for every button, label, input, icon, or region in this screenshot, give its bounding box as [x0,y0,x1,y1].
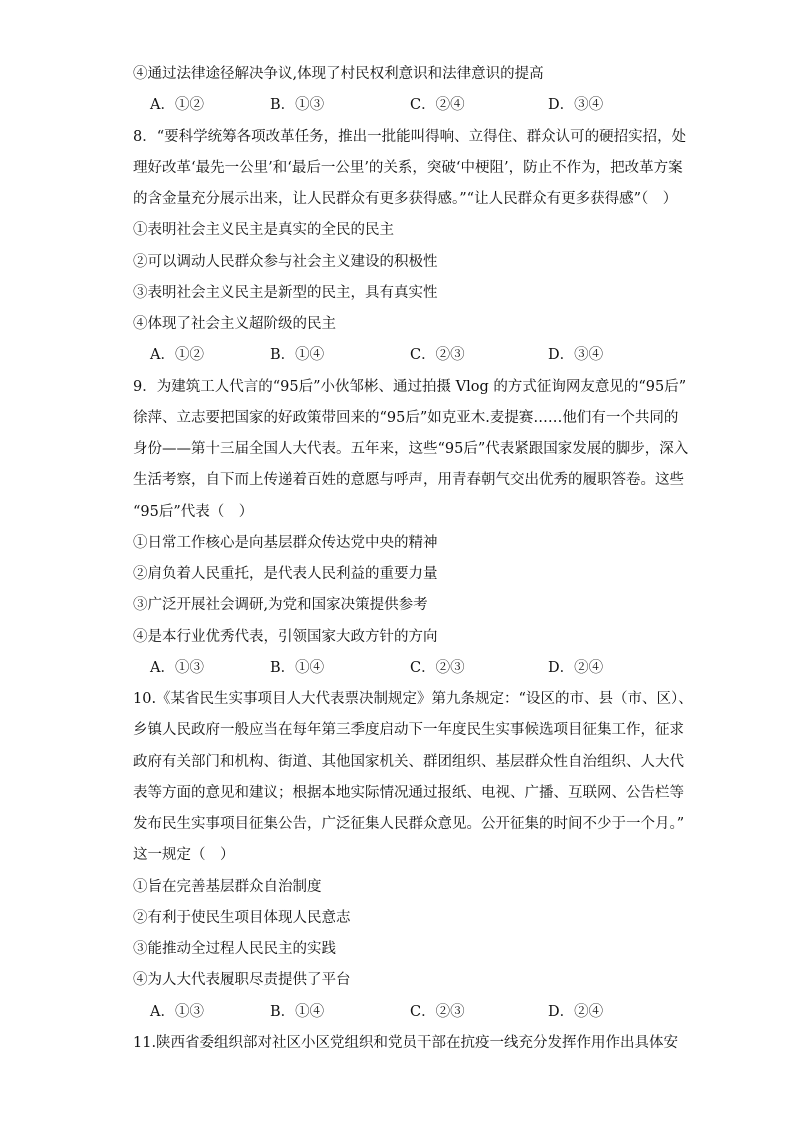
text-line: 身份——第十三届全国人大代表。五年来，这些“95后”代表紧跟国家发展的脚步，深入 [133,441,689,457]
text-line: ③表明社会主义民主是新型的民主，具有真实性 [133,285,438,301]
text-line: 11.陕西省委组织部对社区小区党组织和党员干部在抗疫一线充分发挥作用作出具体安 [133,1035,679,1051]
text-line: 8．“要科学统筹各项改革任务，推出一批能叫得响、立得住、群众认可的硬招实招，处 [133,129,687,145]
answer-option: B．①③ [270,97,325,113]
text-line: 这一规定（ ） [133,847,235,863]
text-line: ④体现了社会主义超阶级的民主 [133,316,336,332]
answer-option: C．②③ [410,347,465,363]
answer-option: C．②④ [410,97,465,113]
text-line: ③广泛开展社会调研,为党和国家决策提供参考 [133,597,428,613]
answer-option: A．①③ [150,660,204,676]
text-line: 乡镇人民政府一般应当在每年第三季度启动下一年度民生实事候选项目征集工作，征求 [133,722,684,738]
text-line: ①旨在完善基层群众自治制度 [133,879,322,895]
text-line: ④是本行业优秀代表，引领国家大政方针的方向 [133,629,438,645]
text-line: ②可以调动人民群众参与社会主义建设的积极性 [133,254,438,270]
text-line: 9．为建筑工人代言的“95后”小伙邹彬、通过拍摄 Vlog 的方式征询网友意见的“95后” [133,379,687,395]
text-line: ②肩负着人民重托，是代表人民利益的重要力量 [133,566,438,582]
text-line: “95后”代表（ ） [133,504,254,520]
answer-option: D．③④ [548,347,604,363]
text-line: 生活考察，自下而上传递着百姓的意愿与呼声，用青春朝气交出优秀的履职答卷。这些 [133,472,684,488]
text-line: ④为人大代表履职尽责提供了平台 [133,972,351,988]
text-line: ①表明社会主义民主是真实的全民的民主 [133,222,394,238]
text-line: ①日常工作核心是向基层群众传达党中央的精神 [133,535,438,551]
answer-option: C．②③ [410,660,465,676]
text-line: 政府有关部门和机构、街道、其他国家机关、群团组织、基层群众性自治组织、人大代 [133,754,684,770]
answer-option: B．①④ [270,1004,325,1020]
answer-option: D．③④ [548,97,604,113]
text-line: 10.《某省民生实事项目人大代表票决制规定》第九条规定：“设区的市、县（市、区）、 [133,691,693,707]
answer-option: A．①② [150,347,204,363]
text-line: ④通过法律途径解决争议,体现了村民权利意识和法律意识的提高 [133,66,544,82]
answer-option: B．①④ [270,347,325,363]
text-line: 表等方面的意见和建议；根据本地实际情况通过报纸、电视、广播、互联网、公告栏等 [133,785,684,801]
answer-option: A．①② [150,97,204,113]
text-line: 理好改革‘最先一公里’和‘最后一公里’的关系，突破‘中梗阻’，防止不作为，把改革方案 [133,160,683,176]
answer-option: D．②④ [548,660,604,676]
text-line: 发布民生实事项目征集公告，广泛征集人民群众意见。公开征集的时间不少于一个月。” [133,816,685,832]
answer-option: B．①④ [270,660,325,676]
text-line: ③能推动全过程人民民主的实践 [133,941,336,957]
text-line: 的含金量充分展示出来，让人民群众有更多获得感。”“让人民群众有更多获得感”（ ） [133,191,678,207]
text-line: 徐萍、立志要把国家的好政策带回来的“95后”如克亚木.麦提赛……他们有一个共同的 [133,410,679,426]
answer-option: A．①③ [150,1004,204,1020]
answer-option: D．②④ [548,1004,604,1020]
text-line: ②有利于使民生项目体现人民意志 [133,910,351,926]
answer-option: C．②③ [410,1004,465,1020]
